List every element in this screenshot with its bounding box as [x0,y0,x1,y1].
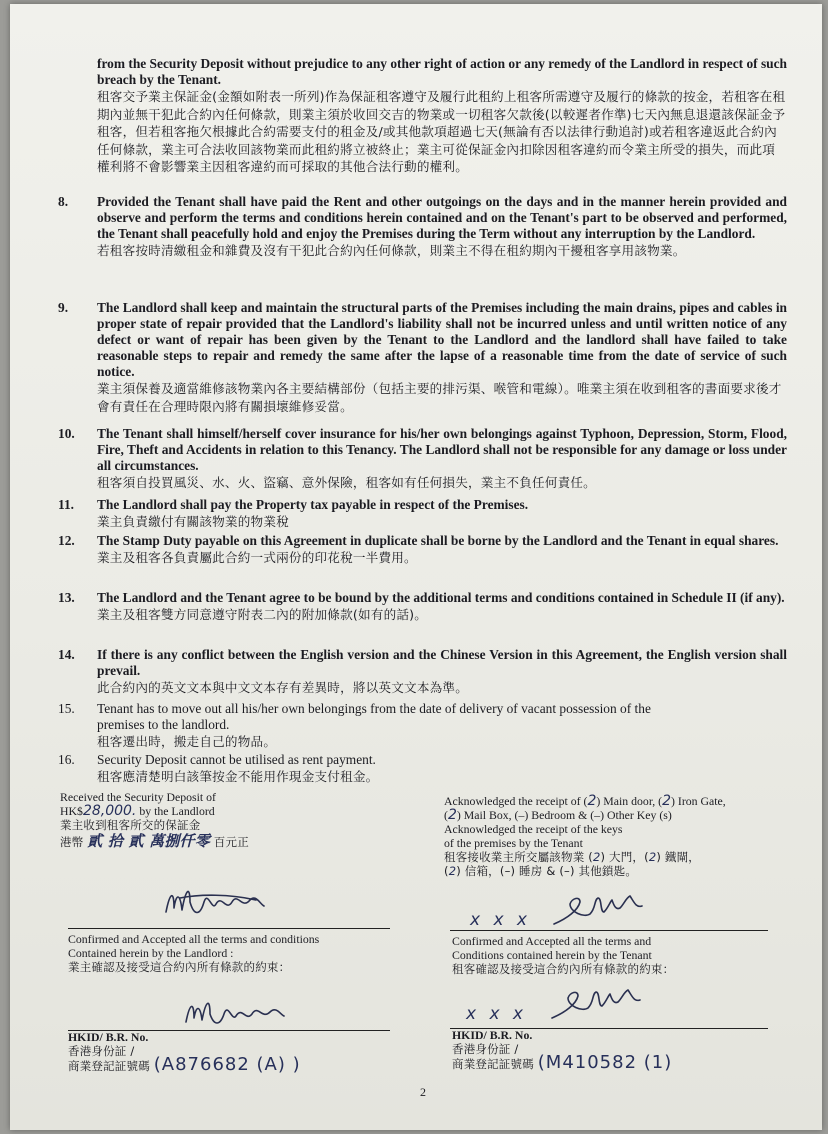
clause-chinese: 租客遷出時，搬走自己的物品。 [97,734,277,749]
clause-chinese: 業主負責繳付有關該物業的物業稅 [97,514,289,529]
received-by-landlord: by the Landlord [139,804,215,818]
keys-zh-line-2: (2) 信箱，(–) 睡房 & (–) 其他鎖匙。 [444,864,638,878]
landlord-hkid-zh-2: 商業登記証號碼 (A876682 (A) ) [68,1054,301,1075]
received-line-1: Received the Security Deposit of [60,790,216,804]
clause-number: 9. [58,300,69,315]
tenant-hkid-value: (M410582 (1) [537,1052,673,1073]
tenant-confirm-en-1: Confirmed and Accepted all the terms and [452,934,652,948]
tenant-confirmation [452,934,792,976]
tenant-hkid-zh-1: 香港身份証 / [452,1042,519,1056]
landlord-signature-line [68,928,390,929]
tenant-signature-2 [548,982,648,1026]
clause-english: The Landlord shall keep and maintain the structural parts of the Premises including the main drains, pipes and cables in proper state of repair provided that the Landlord's liability shall not be incurred unless and until written notice of any defect or want of repair has been given by the Tenant to the Landlord and the landlord shall have failed to take reasonable steps to repair and remedy the same after the lapse of a reasonable time from the date of service of such notice. [97,300,787,379]
clause-15 [58,701,657,751]
clause-7-continuation [97,56,787,176]
document-page [10,4,822,1130]
clause-number: 16. [58,752,75,767]
clause-english: The Tenant shall himself/herself cover insurance for his/her own belongings against Typhoon, Depression, Storm, Flood, Fire, Theft and Accidents in relation to this Tenancy. The Landlord shall not be responsible for any damage or loss under all circumstances. [97,426,787,473]
landlord-confirm-en-1: Confirmed and Accepted all the terms and conditions [68,932,320,946]
clause-16 [58,752,787,786]
clause-11 [58,497,787,531]
clause-number: 15. [58,701,75,716]
landlord-confirm-zh: 業主確認及接受這合約內所有條款的約束： [68,960,291,974]
tenant-signature [550,888,650,932]
tenant-hkid-label: HKID/ B.R. No. [452,1028,533,1042]
clause-number: 13. [58,590,75,605]
clause-number: 10. [58,426,75,441]
landlord-hkid-value: (A876682 (A) ) [153,1054,301,1075]
received-line-2 [60,804,400,818]
landlord-confirmation [68,932,408,974]
clause-english: Security Deposit cannot be utilised as rent payment. [97,752,376,767]
clause-english: Provided the Tenant shall have paid the Rent and other outgoings on the days and in the manner herein provided and observe and perform the terms and conditions herein contained and on the Tenant's part to be observed and performed, the Tenant shall peacefully hold and enjoy the Premises during the Term without any interruption by the Landlord. [97,194,787,241]
mailbox-count: 2 [447,807,457,823]
keys-line-1: Acknowledged the receipt of (2) Main door, (2) Iron Gate, [444,793,726,809]
clause-english: The Landlord shall pay the Property tax payable in respect of the Premises. [97,497,529,512]
tenant-confirm-en-2: Conditions contained herein by the Tenant [452,948,652,962]
clause-chinese: 業主須保養及適當維修該物業內各主要結構部份（包括主要的排污渠、喉管和電線）。唯業主須在收到租客的書面要求後才會有責任在合理時限內將有關損壞維修妥當。 [97,381,782,414]
keys-line-2: (2) Mail Box, (–) Bedroom & (–) Other Key (s) [444,807,672,823]
clause-chinese: 若租客按時清繳租金和雜費及沒有干犯此合約內任何條款，則業主不得在租約期內干擾租客享用該物業。 [97,243,686,258]
clause-english: The Stamp Duty payable on this Agreement in duplicate shall be borne by the Landlord and the Tenant in equal shares. [97,533,779,548]
clause-7-chinese: 租客交予業主保証金(金額如附表一所列)作為保証租客遵守及履行此租約上租客所需遵守及履行的條款的按金，若租客在租期內並無干犯此合約內任何條款，則業主須於收回交吉的物業或一切租客欠款後(以較遲者作準)七天內無息退還該保証金予租客，但若租客拖欠根據此合約需要支付的租金及/或其他款項超過七天(無論有否以法律行動追討)或若租客違返此合約內任何條款，業主可合法收回該物業而此租約將立被終止；業主可從保証金內扣除因租客違約而令業主所受的損失，而此項權利將不會影響業主因租客違約而可採取的其他合法行動的權利。 [97,89,786,174]
clause-number: 11. [58,497,74,512]
clause-chinese: 業主及租客各負責屬此合約一式兩份的印花稅一半費用。 [97,550,417,565]
landlord-hkid-label: HKID/ B.R. No. [68,1030,149,1044]
clause-english: If there is any conflict between the English version and the Chinese Version in this Agreement, the English version shall prevail. [97,647,787,678]
tenant-sig-mark-2: x x x [466,1004,527,1024]
clause-9 [58,300,787,415]
clause-7-english: from the Security Deposit without prejudice to any other right of action or any remedy of the Landlord in respect of such breach by the Tenant. [97,56,787,87]
amount-in-words: 貳 拾 貳 萬捌仟零 [87,832,210,850]
clause-english: The Landlord and the Tenant agree to be bound by the additional terms and conditions contained in Schedule II (if any). [97,590,785,605]
clause-14 [58,647,787,697]
tenant-hkid-zh-2: 商業登記証號碼 (M410582 (1) [452,1052,673,1073]
clause-number: 12. [58,533,75,548]
deposit-amount: 28,000. [82,803,137,819]
tenant-id-block [452,1028,792,1071]
iron-gate-count: 2 [662,793,672,809]
keys-zh-line-1: 租客接收業主所交屬該物業 (2) 大門，(2) 鐵閘， [444,850,701,864]
landlord-receipt-block [60,790,400,849]
clause-8 [58,194,787,260]
landlord-signature [160,882,270,928]
hk-dollar-label: HK$ [60,804,83,818]
clause-13 [58,590,787,624]
tenant-confirm-zh: 租客確認及接受這合約內所有條款的約束： [452,962,675,976]
page-number: 2 [420,1085,426,1099]
keys-line-4: of the premises by the Tenant [444,836,583,850]
clause-chinese: 租客應清楚明白該筆按金不能用作現金支付租金。 [97,769,379,784]
clause-number: 8. [58,194,69,209]
main-door-count: 2 [587,793,597,809]
landlord-confirm-en-2: Contained herein by the Landlord : [68,946,234,960]
landlord-id-block [68,1030,408,1073]
received-chinese: 業主收到租客所交的保証金 [60,818,201,832]
clause-12 [58,533,787,567]
tenant-signature-line [450,930,768,931]
clause-number: 14. [58,647,75,662]
keys-line-3: Acknowledged the receipt of the keys [444,822,623,836]
tenant-keys-block [444,794,794,878]
clause-10 [58,426,787,492]
clause-chinese: 業主及租客雙方同意遵守附表二內的附加條款(如有的話)。 [97,607,428,622]
landlord-hkid-zh-1: 香港身份証 / [68,1044,135,1058]
amount-in-words-line: 港幣 貳 拾 貳 萬捌仟零 百元正 [60,832,249,850]
clause-chinese: 此合約內的英文文本與中文文本存有差異時，將以英文文本為準。 [97,680,469,695]
clause-chinese: 租客須自投買風災、水、火、盜竊、意外保險，租客如有任何損失，業主不負任何責任。 [97,475,596,490]
clause-english: Tenant has to move out all his/her own belongings from the date of delivery of vacant possession of the premises to the landlord. [97,701,651,732]
tenant-sig-mark: x x x [470,910,531,930]
